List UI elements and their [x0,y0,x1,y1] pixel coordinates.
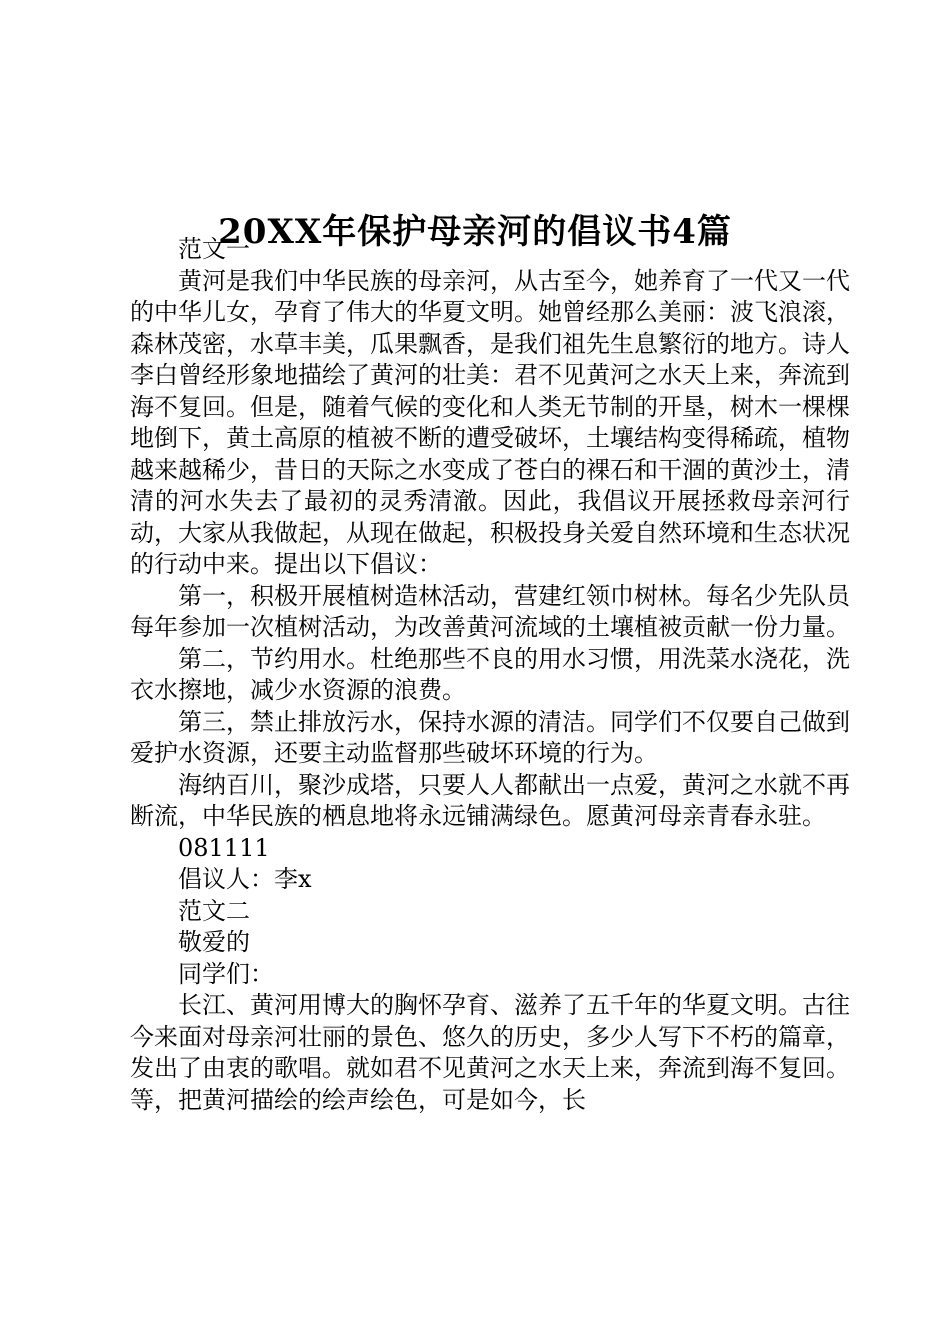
signature-line: 倡议人：李x [178,865,312,893]
section-heading: 范文二 [178,896,250,925]
paragraph: 第二，节约用水。杜绝那些不良的用水习惯，用洗菜水浇花，洗衣水擦地，减少水资源的浪费。 [130,644,850,704]
section-heading: 范文一 [178,235,250,263]
paragraph: 第一，积极开展植树造林活动，营建红领巾树林。每名少先队员每年参加一次植树活动，为改善黄河流域的土壤植被贡献一份力量。 [130,581,850,641]
paragraph: 海纳百川，聚沙成塔，只要人人都献出一点爱，黄河之水就不再断流，中华民族的栖息地将永远铺满绿色。愿黄河母亲青春永驻。 [130,770,850,830]
paragraph: 长江、黄河用博大的胸怀孕育、滋养了五千年的华夏文明。古往今来面对母亲河壮丽的景色、悠久的历史，多少人写下不朽的篇章，发出了由衷的歌唱。就如君不见黄河之水天上来，奔流到海不复回。等，把黄河描绘的绘声绘色，可是如今，长 [130,991,850,1114]
paragraph: 第三，禁止排放污水，保持水源的清洁。同学们不仅要自己做到爱护水资源，还要主动监督那些破坏环境的行为。 [130,707,850,767]
paragraph: 黄河是我们中华民族的母亲河，从古至今，她养育了一代又一代的中华儿女，孕育了伟大的华夏文明。她曾经那么美丽：波飞浪滚，森林茂密，水草丰美，瓜果飘香，是我们祖先生息繁衍的地方。诗人李白曾经形象地描绘了黄河的壮美：君不见黄河之水天上来，奔流到海不复回。但是，随着气候的变化和人类无节制的开垦，树木一棵棵地倒下，黄土高原的植被不断的遭受破坏，土壤结构变得稀疏，植物越来越稀少，昔日的天际之水变成了苍白的裸石和干涸的黄沙土，清清的河水失去了最初的灵秀清澈。因此，我倡议开展拯救母亲河行动，大家从我做起，从现在做起，积极投身关爱自然环境和生态状况的行动中来。提出以下倡议： [130,266,850,578]
salutation-line: 敬爱的 [178,928,250,956]
salutation-line: 同学们： [178,959,274,988]
date-line: 081111 [178,833,270,862]
document-title: 20XX年保护母亲河的倡议书4篇 [218,211,732,252]
document-body [130,234,850,1116]
